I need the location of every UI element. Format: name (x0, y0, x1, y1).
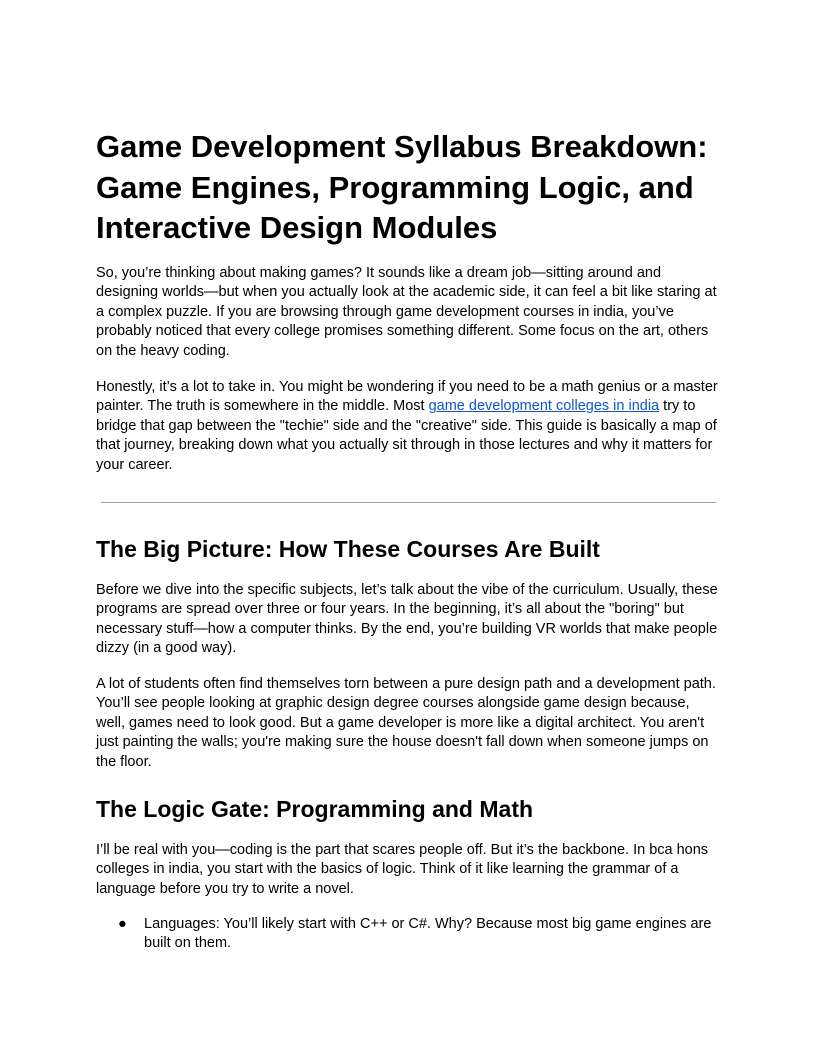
game-development-colleges-link[interactable]: game development colleges in india (428, 398, 660, 415)
section2-paragraph-1: I’ll be real with you—coding is the part that scares people off. But it’s the backbone. In bca hons colleges in india, you start with the basics of logic. Think of it like learning the grammar of a language before you try to write a novel. (96, 842, 709, 897)
intro-paragraph-2-after-link: try to bridge that gap between the "techie" side and the "creative" side. This guide is basically a map of that journey, breaking down what you actually sit through in those lectures and why it matters for your career. (96, 398, 717, 473)
intro-paragraph-2 (96, 378, 720, 475)
list-item-text: Languages: You’ll likely start with C++ or C#. Why? Because most big game engines are built on them. (144, 916, 712, 952)
section1-paragraph-2: A lot of students often find themselves torn between a pure design path and a development path. You’ll see people looking at graphic design degree courses alongside game design because, well, games need to look good. But a game developer is more like a digital architect. You aren't just painting the walls; you're making sure the house doesn't fall down when someone jumps on the floor. (96, 676, 716, 770)
article-title: Game Development Syllabus Breakdown: Game Engines, Programming Logic, and Interactive Design Modules (96, 129, 708, 245)
intro-paragraph-1: So, you’re thinking about making games? It sounds like a dream job—sitting around and designing worlds—but when you actually look at the academic side, it can feel a bit like staring at a complex puzzle. If you are browsing through game development courses in india, you’ve probably noticed that every college promises something different. Some focus on the art, others on the heavy coding. (96, 265, 717, 359)
section-heading-big-picture: The Big Picture: How These Courses Are Built (96, 536, 600, 562)
section1-paragraph-1: Before we dive into the specific subjects, let’s talk about the vibe of the curriculum. Usually, these programs are spread over three or four years. In the beginning, it’s all about the "boring" but necessary stuff—how a computer thinks. By the end, you’re building VR worlds that make people dizzy (in a good way). (96, 582, 718, 657)
horizontal-divider (101, 502, 716, 503)
bullet-list (96, 915, 720, 954)
bullet-dot-icon: ● (118, 916, 127, 932)
intro-paragraph-2-before-link: Honestly, it’s a lot to take in. You might be wondering if you need to be a math genius or a master painter. The truth is somewhere in the middle. Most (96, 379, 718, 415)
section-heading-logic-gate: The Logic Gate: Programming and Math (96, 796, 534, 822)
list-item (96, 915, 720, 954)
